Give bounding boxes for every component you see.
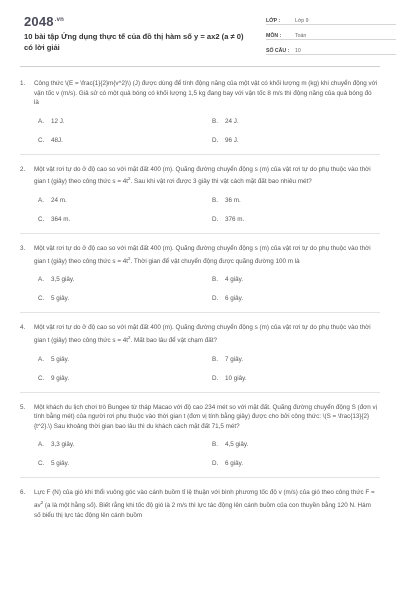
meta-key: MÔN : (266, 33, 282, 39)
question-text: Lực F (N) của gió khi thổi vuông góc vào cánh buồm tỉ lệ thuận với bình phương tốc độ v (m/s) của gió theo công thức $F = av^2$ (a là một hằng số). Biết rằng khi tốc độ gió là 2 m/s thì lực tác động lên cánh buồm của con thuyền bằng 120 N. Hám số biểu thị lực tác động lên cánh buồm (34, 489, 375, 519)
question-divider (20, 477, 380, 478)
question-2 (14, 165, 386, 229)
option-d[interactable]: D. 376 m. (212, 216, 245, 224)
meta-row-subject (266, 27, 396, 40)
option-b[interactable]: B. 36 m. (212, 197, 241, 205)
question-1 (14, 79, 386, 150)
meta-value: Lớp 9 (295, 18, 309, 24)
option-b[interactable]: B. 4,5 giây. (212, 441, 249, 449)
document-title: 10 bài tập Ứng dụng thực tế của đồ thị hàm số y = ax2 (a ≠ 0) có lời giải (24, 32, 244, 52)
option-c[interactable]: C. 9 giây. (38, 374, 70, 382)
option-c[interactable]: C. 5 giây. (38, 460, 70, 468)
option-a[interactable]: A. 3,3 giây. (38, 441, 75, 449)
document-meta (266, 12, 396, 57)
option-b[interactable]: B. 4 giây. (212, 276, 244, 284)
option-a[interactable]: A. 5 giây. (38, 355, 70, 363)
question-text: Một vật rơi tự do ở độ cao so với mặt đất 400 (m). Quãng đường chuyển động s (m) của vật rơi tự do phụ thuộc vào thời gian t (giây) theo công thức $s = 4t^2$. Thời gian để vật chuyển động được quãng đường 100 m là (34, 245, 371, 265)
question-text: Một vật rơi tự do ở độ cao so với mặt đất 400 (m). Quãng đường chuyển động s (m) của vật rơi tự do phụ thuộc vào thời gian t (giây) theo công thức $s = 4t^2$. Sau khi vật rơi được 3 giây thì vật cách mặt đất bao nhiêu mét? (34, 165, 371, 186)
question-text: Một khách du lịch chơi trò Bungee từ tháp Macao với độ cao 234 mét so với mặt đất. Quãng đường chuyển động S (đơn vị tính bằng mét) của người rơi phụ thuộc vào thời gian t (đơn vị tính bằng giây) được cho bởi công thức: \(S = \frac{13}{2}{t^2}.\) Sau khoảng thời gian bao lâu thì du khách cách mặt đất 71,5 mét? (34, 403, 378, 430)
option-d[interactable]: D. 10 giây. (212, 374, 247, 382)
option-d[interactable]: D. 6 giây. (212, 295, 244, 303)
option-b[interactable]: B. 7 giây. (212, 355, 244, 363)
header-divider (20, 66, 380, 67)
meta-key: LỚP : (266, 18, 281, 24)
meta-value: 10 (295, 48, 301, 54)
option-d[interactable]: D. 6 giây. (212, 460, 244, 468)
question-number: 3. (20, 245, 26, 253)
option-a[interactable]: A. 24 m. (38, 197, 67, 205)
meta-row-grade (266, 12, 396, 25)
meta-row-count (266, 42, 396, 55)
option-c[interactable]: C. 364 m. (38, 216, 71, 224)
question-text: Công thức \(E = \frac{1}{2}m{v^2}\) (J) được dùng để tính động năng của một vật có khối lượng m (kg) khi chuyển động với vận tốc v (m/s). Giả sử có một quả bóng có khối lượng 1,5 kg đang bay với vận tốc 8 m/s thì động năng của quả bóng đó là (34, 80, 378, 107)
question-6 (14, 488, 386, 520)
question-number: 6. (20, 489, 26, 497)
option-a[interactable]: A. 12 J. (38, 117, 65, 125)
question-text: Một vật rơi tự do ở độ cao so với mặt đất 400 (m). Quãng đường chuyển động s (m) của vật rơi tự do phụ thuộc vào thời gian t (giây) theo công thức $s = 4t^2$. Mất bao lâu để vật chạm đất? (34, 324, 371, 345)
question-number: 4. (20, 324, 26, 332)
question-5 (14, 403, 386, 474)
question-divider (20, 154, 380, 155)
question-divider (20, 392, 380, 393)
question-3 (14, 244, 386, 308)
meta-key: SỐ CÂU : (266, 48, 290, 54)
question-divider (20, 233, 380, 234)
question-number: 5. (20, 403, 26, 411)
question-divider (20, 312, 380, 313)
question-number: 1. (20, 80, 26, 87)
question-4 (14, 323, 386, 387)
site-logo[interactable]: $2048^{.vn}$ (24, 14, 65, 29)
option-d[interactable]: D. 96 J. (212, 136, 239, 144)
meta-value: Toán (295, 33, 307, 39)
option-c[interactable]: C. 5 giây. (38, 295, 70, 303)
document-header (14, 0, 386, 66)
option-b[interactable]: B. 24 J. (212, 117, 239, 125)
question-number: 2. (20, 165, 26, 173)
option-c[interactable]: C. 48J. (38, 136, 63, 144)
option-a[interactable]: A. 3,5 giây. (38, 276, 75, 284)
